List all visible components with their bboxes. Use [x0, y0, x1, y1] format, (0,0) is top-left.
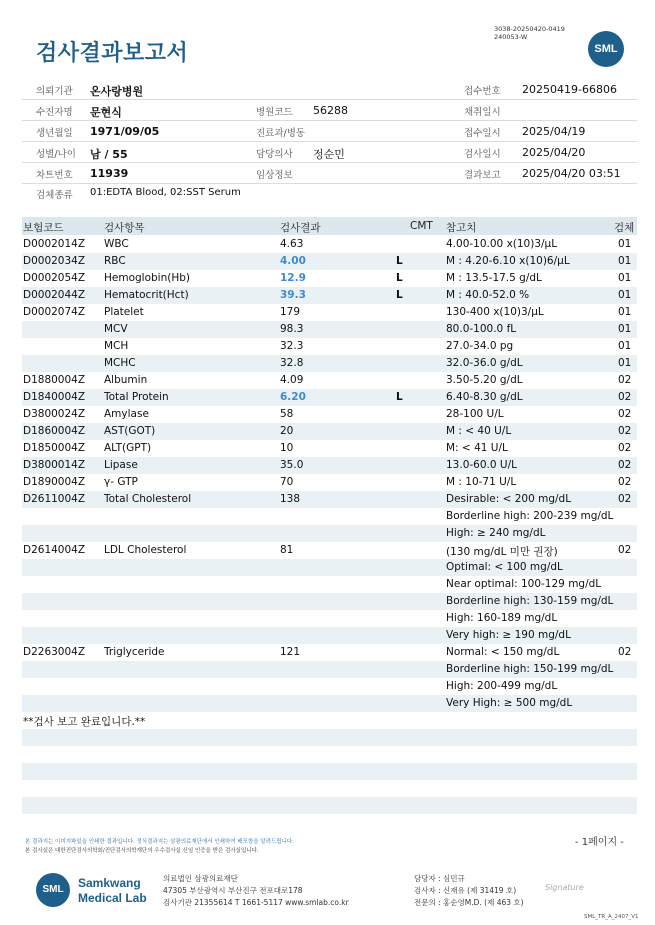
- cell-test-item: RBC: [104, 255, 126, 267]
- cell-cmt-flag: L: [396, 289, 403, 301]
- table-row: [22, 457, 637, 474]
- form-code: SML_TR_A_2407_V1: [584, 914, 639, 920]
- header-row-birth: 생년월일 1971/09/05 진료과/병동 접수일시 2025/04/19: [22, 121, 637, 142]
- col-result: 검사결과: [280, 222, 321, 234]
- cell-insurance-code: D0002014Z: [23, 238, 86, 250]
- cell-reference-range: (130 mg/dL 미만 권장): [446, 546, 558, 558]
- col-test-item: 검사항목: [104, 222, 145, 234]
- cell-reference-range: Desirable: < 200 mg/dL: [446, 493, 572, 505]
- cell-test-item: Total Protein: [104, 391, 169, 403]
- cell-result: 39.3: [280, 289, 306, 301]
- table-row: [22, 576, 637, 593]
- cell-result: 32.8: [280, 357, 304, 369]
- table-row: [22, 712, 637, 729]
- cell-reference-range: Very High: ≥ 500 mg/dL: [446, 697, 573, 709]
- cell-reference-range: 6.40-8.30 g/dL: [446, 391, 523, 403]
- header-row-hospital: 의뢰기관 온사랑병원 접수번호 20250419-66806: [22, 79, 637, 100]
- cell-result: 70: [280, 476, 294, 488]
- cell-reference-range: M : 10-71 U/L: [446, 476, 517, 488]
- cell-test-item: MCHC: [104, 357, 136, 369]
- cell-insurance-code: D0002054Z: [23, 272, 86, 284]
- page-number: - 1페이지 -: [575, 837, 624, 848]
- cell-reference-range: 3.50-5.20 g/dL: [446, 374, 523, 386]
- cell-insurance-code: D1890004Z: [23, 476, 86, 488]
- receipt-number: 20250419-66806: [522, 83, 617, 96]
- table-row: [22, 372, 637, 389]
- cell-specimen: 01: [618, 238, 632, 250]
- cell-specimen: 02: [618, 544, 632, 556]
- cell-specimen: 02: [618, 425, 632, 437]
- table-row: [22, 270, 637, 287]
- cell-cmt-flag: L: [396, 391, 403, 403]
- header-row-sex-age: 성별/나이 남 / 55 담당의사 정순민 검사일시 2025/04/20: [22, 142, 637, 163]
- cell-reference-range: High: 160-189 mg/dL: [446, 612, 558, 624]
- brand-name-line2: Medical Lab: [78, 891, 147, 905]
- cell-specimen: 02: [618, 391, 632, 403]
- table-row: [22, 236, 637, 253]
- cell-result: 12.9: [280, 272, 306, 284]
- footer-sml-logo: SML: [36, 873, 70, 907]
- cell-result: 179: [280, 306, 301, 318]
- print-notice: 본 결과지는 이미지파일을 인쇄한 결과입니다. 정식결과지는 삼광의료재단에서 인쇄하여 배포함을 알려드립니다.: [25, 839, 294, 845]
- cell-specimen: 02: [618, 408, 632, 420]
- table-row: [22, 321, 637, 338]
- hospital-code: 56288: [313, 104, 348, 117]
- cell-insurance-code: D1850004Z: [23, 442, 86, 454]
- cell-reference-range: Borderline high: 130-159 mg/dL: [446, 595, 614, 607]
- table-row: [22, 559, 637, 576]
- doctor-name: 정순민: [313, 148, 345, 161]
- cell-result: 4.63: [280, 238, 304, 250]
- birth-date: 1971/09/05: [90, 125, 160, 138]
- table-row: [22, 627, 637, 644]
- specimen-types: 01:EDTA Blood, 02:SST Serum: [90, 187, 241, 198]
- cell-insurance-code: D0002034Z: [23, 255, 86, 267]
- cell-reference-range: Very high: ≥ 190 mg/dL: [446, 629, 571, 641]
- table-row: [22, 780, 637, 797]
- report-title: 검사결과보고서: [36, 41, 189, 66]
- cell-reference-range: High: ≥ 240 mg/dL: [446, 527, 546, 539]
- cell-specimen: 01: [618, 289, 632, 301]
- cell-reference-range: 27.0-34.0 pg: [446, 340, 514, 352]
- table-row: [22, 406, 637, 423]
- cell-test-item: LDL Cholesterol: [104, 544, 187, 556]
- table-row: [22, 542, 637, 559]
- test-date: 2025/04/20: [522, 146, 586, 159]
- cell-specimen: 02: [618, 442, 632, 454]
- header-row-chart: 차트번호 11939 임상정보 결과보고 2025/04/20 03:51: [22, 163, 637, 184]
- cell-reference-range: 32.0-36.0 g/dL: [446, 357, 523, 369]
- col-reference: 참고치: [446, 222, 477, 234]
- lab-staff: 담당자 : 심민규 검사자 : 신재유 (제 31419 호) 전문의 : 홍순영M.D. (제 463 호): [414, 874, 524, 907]
- patient-name: 문현식: [90, 106, 122, 119]
- cell-result: 10: [280, 442, 294, 454]
- cell-insurance-code: D1860004Z: [23, 425, 86, 437]
- cell-insurance-code: D0002074Z: [23, 306, 86, 318]
- cell-test-item: AST(GOT): [104, 425, 156, 437]
- table-row: [22, 593, 637, 610]
- table-row: [22, 355, 637, 372]
- reference-code: 3038-20250420-0419 240053-W: [494, 25, 565, 41]
- cell-reference-range: High: 200-499 mg/dL: [446, 680, 558, 692]
- cell-test-item: Hematocrit(Hct): [104, 289, 189, 301]
- cell-reference-range: M : < 40 U/L: [446, 425, 512, 437]
- table-row: [22, 440, 637, 457]
- cell-result: 81: [280, 544, 294, 556]
- cell-result: 98.3: [280, 323, 304, 335]
- cell-specimen: 01: [618, 323, 632, 335]
- cell-specimen: 02: [618, 476, 632, 488]
- cell-result: 20: [280, 425, 294, 437]
- cell-specimen: 02: [618, 646, 632, 658]
- report-date: 2025/04/20 03:51: [522, 167, 621, 180]
- cell-specimen: 02: [618, 459, 632, 471]
- cell-specimen: 01: [618, 357, 632, 369]
- cell-result: 32.3: [280, 340, 304, 352]
- cell-reference-range: Optimal: < 100 mg/dL: [446, 561, 563, 573]
- col-specimen: 검체: [614, 222, 635, 234]
- table-row: [22, 423, 637, 440]
- sex-age: 남 / 55: [90, 148, 128, 161]
- col-insurance-code: 보험코드: [23, 222, 64, 234]
- cell-reference-range: Borderline high: 200-239 mg/dL: [446, 510, 614, 522]
- header-row-name: 수진자명 문현식 병원코드 56288 채취일시: [22, 100, 637, 121]
- lab-address: 의료법인 삼광의료재단 47305 부산광역시 부산진구 전포대로178 검사기관 21355614 T 1661-5117 www.smlab.co.kr: [163, 874, 349, 907]
- table-row: [22, 491, 637, 508]
- cell-cmt-flag: L: [396, 255, 403, 267]
- table-row: [22, 338, 637, 355]
- table-row: [22, 287, 637, 304]
- cell-test-item: Total Cholesterol: [104, 493, 192, 505]
- cell-result: 58: [280, 408, 294, 420]
- cell-reference-range: Borderline high: 150-199 mg/dL: [446, 663, 614, 675]
- table-row: [22, 678, 637, 695]
- cell-specimen: 02: [618, 493, 632, 505]
- brand-name-line1: Samkwang: [78, 876, 141, 890]
- table-row: [22, 525, 637, 542]
- cell-insurance-code: D1880004Z: [23, 374, 86, 386]
- cell-reference-range: M : 4.20-6.10 x(10)6/μL: [446, 255, 570, 267]
- cell-specimen: 02: [618, 374, 632, 386]
- cell-insurance-code: D2263004Z: [23, 646, 86, 658]
- cell-test-item: γ- GTP: [104, 476, 138, 488]
- cell-reference-range: Near optimal: 100-129 mg/dL: [446, 578, 602, 590]
- cell-result: 121: [280, 646, 301, 658]
- table-row: [22, 304, 637, 321]
- table-row: [22, 644, 637, 661]
- cell-test-item: MCV: [104, 323, 128, 335]
- cell-reference-range: Normal: < 150 mg/dL: [446, 646, 560, 658]
- cell-result: 35.0: [280, 459, 304, 471]
- table-row: [22, 610, 637, 627]
- cell-insurance-code: D2614004Z: [23, 544, 86, 556]
- cell-specimen: 01: [618, 272, 632, 284]
- cell-result: 4.09: [280, 374, 304, 386]
- sml-logo: SML: [588, 31, 624, 67]
- cell-test-item: MCH: [104, 340, 129, 352]
- table-row: [22, 508, 637, 525]
- table-row: [22, 729, 637, 746]
- header-row-specimen: 검체종류 01:EDTA Blood, 02:SST Serum: [36, 187, 241, 201]
- table-row: [22, 797, 637, 814]
- cell-reference-range: M : 40.0-52.0 %: [446, 289, 530, 301]
- cell-test-item: ALT(GPT): [104, 442, 152, 454]
- cell-cmt-flag: L: [396, 272, 403, 284]
- cell-result: 6.20: [280, 391, 306, 403]
- cell-test-item: Hemoglobin(Hb): [104, 272, 191, 284]
- cell-insurance-code: D3800014Z: [23, 459, 86, 471]
- cell-test-item: Triglyceride: [104, 646, 165, 658]
- cell-insurance-code: D2611004Z: [23, 493, 86, 505]
- cell-reference-range: M : 13.5-17.5 g/dL: [446, 272, 542, 284]
- cell-result: 4.00: [280, 255, 306, 267]
- table-row: [22, 253, 637, 270]
- col-cmt: CMT: [410, 220, 433, 232]
- accreditation-notice: 본 검사실은 대한진단검사의학회/진단검사의학재단의 우수검사실 신임 인증을 받은 검사실입니다.: [25, 848, 259, 854]
- cell-test-item: Amylase: [104, 408, 149, 420]
- cell-reference-range: 13.0-60.0 U/L: [446, 459, 517, 471]
- cell-insurance-code: **검사 보고 완료입니다.**: [23, 716, 146, 728]
- cell-reference-range: M: < 41 U/L: [446, 442, 508, 454]
- signature-image: Signature: [545, 883, 584, 892]
- cell-result: 138: [280, 493, 301, 505]
- chart-number: 11939: [90, 167, 129, 180]
- cell-reference-range: 28-100 U/L: [446, 408, 504, 420]
- cell-test-item: WBC: [104, 238, 129, 250]
- table-row: [22, 661, 637, 678]
- receipt-date: 2025/04/19: [522, 125, 586, 138]
- cell-specimen: 01: [618, 306, 632, 318]
- table-row: [22, 763, 637, 780]
- table-row: [22, 695, 637, 712]
- table-row: [22, 389, 637, 406]
- results-table-header: [22, 217, 637, 235]
- cell-test-item: Platelet: [104, 306, 144, 318]
- cell-test-item: Albumin: [104, 374, 148, 386]
- cell-test-item: Lipase: [104, 459, 138, 471]
- table-row: [22, 746, 637, 763]
- cell-specimen: 01: [618, 340, 632, 352]
- cell-insurance-code: D0002044Z: [23, 289, 86, 301]
- cell-reference-range: 4.00-10.00 x(10)3/μL: [446, 238, 558, 250]
- cell-insurance-code: D1840004Z: [23, 391, 86, 403]
- cell-reference-range: 80.0-100.0 fL: [446, 323, 517, 335]
- cell-reference-range: 130-400 x(10)3/μL: [446, 306, 544, 318]
- cell-specimen: 01: [618, 255, 632, 267]
- results-table-body: [22, 236, 637, 831]
- hospital-name: 온사랑병원: [90, 85, 144, 98]
- cell-insurance-code: D3800024Z: [23, 408, 86, 420]
- table-row: [22, 474, 637, 491]
- table-row: [22, 814, 637, 831]
